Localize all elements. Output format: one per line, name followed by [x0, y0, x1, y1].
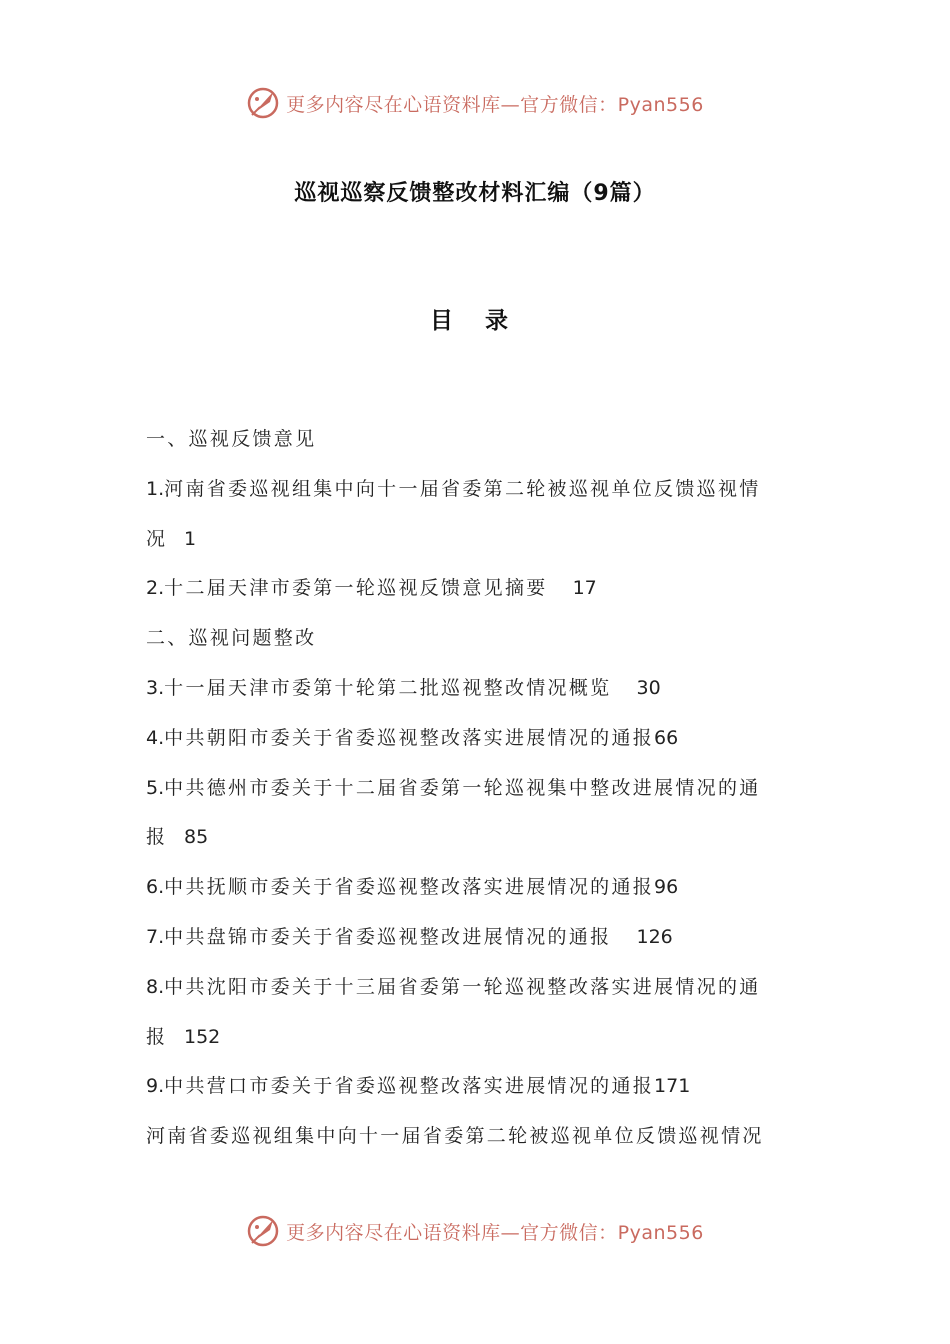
- watermark-text: 更多内容尽在心语资料库—官方微信：Pyan556: [286, 93, 704, 116]
- toc-item-1: 1.河南省委巡视组集中向十一届省委第二轮被巡视单位反馈巡视情: [146, 477, 761, 500]
- toc-section-heading: 一、巡视反馈意见: [146, 428, 317, 450]
- toc-item-2: 2.十二届天津市委第一轮巡视反馈意见摘要 17: [146, 577, 597, 600]
- toc-item-8: 8.中共沈阳市委关于十三届省委第一轮巡视整改落实进展情况的通: [146, 975, 761, 998]
- quill-logo-icon: [246, 1214, 280, 1248]
- body-first-heading: 河南省委巡视组集中向十一届省委第二轮被巡视单位反馈巡视情况: [146, 1125, 764, 1148]
- toc-item-5: 5.中共德州市委关于十二届省委第一轮巡视集中整改进展情况的通: [146, 776, 761, 799]
- watermark-footer: [0, 1209, 950, 1253]
- quill-logo-icon: [246, 86, 280, 120]
- toc-item-4: 4.中共朝阳市委关于省委巡视整改落实进展情况的通报66: [146, 726, 679, 749]
- watermark-header: [0, 81, 950, 125]
- table-of-contents: [146, 415, 816, 1162]
- toc-item-9: 9.中共营口市委关于省委巡视整改落实进展情况的通报171: [146, 1075, 691, 1098]
- toc-heading: 目 录: [429, 308, 520, 334]
- toc-item-3: 3.十一届天津市委第十轮第二批巡视整改情况概览 30: [146, 676, 661, 699]
- toc-item-5-cont: 报 85: [146, 826, 209, 849]
- toc-item-1-cont: 况 1: [146, 527, 197, 550]
- watermark-text: 更多内容尽在心语资料库—官方微信：Pyan556: [286, 1221, 704, 1244]
- document-title: 巡视巡察反馈整改材料汇编（9篇）: [294, 181, 656, 206]
- toc-item-7: 7.中共盘锦市委关于省委巡视整改进展情况的通报 126: [146, 925, 673, 948]
- toc-section-heading: 二、巡视问题整改: [146, 627, 317, 650]
- toc-item-8-cont: 报 152: [146, 1025, 221, 1048]
- toc-item-6: 6.中共抚顺市委关于省委巡视整改落实进展情况的通报96: [146, 876, 679, 899]
